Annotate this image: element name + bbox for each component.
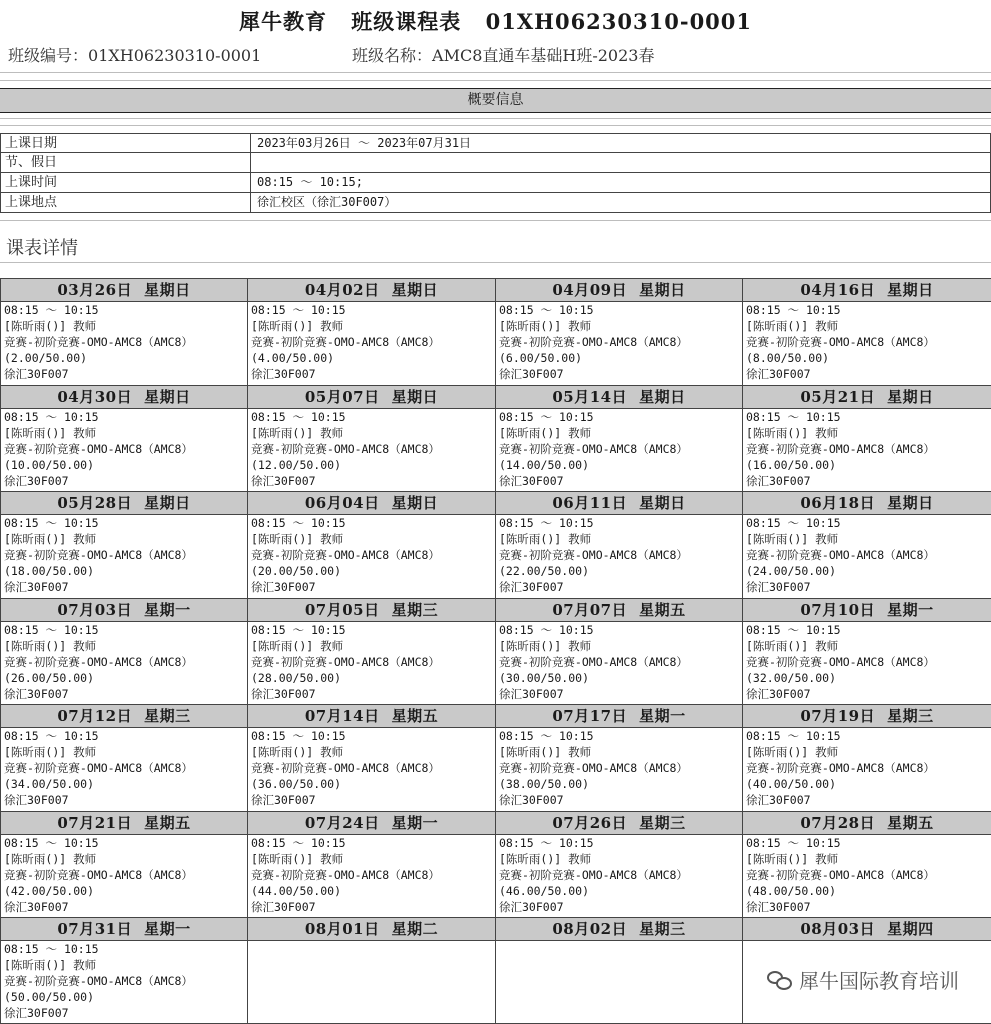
session-details [248, 835, 495, 915]
session-cell [742, 704, 991, 812]
session-progress: (22.00/50.00) [499, 564, 590, 578]
session-room: 徐汇30F007 [499, 367, 564, 381]
session-cell [495, 811, 743, 918]
class-name-value: AMC8直通车基础H班-2023春 [432, 46, 655, 65]
session-teacher: [陈昕雨()] 教师 [4, 532, 97, 546]
session-progress: (28.00/50.00) [251, 671, 342, 685]
session-course: 竞赛-初阶竞赛-OMO-AMC8（AMC8） [499, 655, 688, 669]
class-no-value: 01XH06230310-0001 [88, 46, 262, 65]
session-cell [742, 385, 991, 492]
session-progress: (10.00/50.00) [4, 458, 95, 472]
class-name [352, 44, 654, 68]
session-date: 08月02日 [552, 920, 628, 938]
session-room: 徐汇30F007 [251, 580, 316, 594]
session-details [496, 835, 742, 915]
session-weekday: 星期三 [639, 920, 686, 938]
session-teacher: [陈昕雨()] 教师 [251, 319, 344, 333]
session-room: 徐汇30F007 [251, 793, 316, 807]
session-cell [495, 278, 743, 386]
session-weekday: 星期三 [887, 707, 934, 725]
session-weekday: 星期日 [391, 281, 439, 299]
session-date: 07月31日 [57, 920, 133, 938]
session-date: 04月02日 [304, 281, 380, 299]
session-weekday: 星期日 [391, 388, 439, 406]
session-date: 07月03日 [57, 601, 133, 619]
session-date: 07月07日 [552, 601, 628, 619]
session-teacher: [陈昕雨()] 教师 [746, 745, 839, 759]
session-course: 竞赛-初阶竞赛-OMO-AMC8（AMC8） [4, 655, 193, 669]
session-cell [0, 491, 248, 599]
session-teacher: [陈昕雨()] 教师 [499, 745, 592, 759]
divider [0, 118, 991, 119]
session-cell [495, 385, 743, 492]
session-progress: (42.00/50.00) [4, 884, 95, 898]
session-teacher: [陈昕雨()] 教师 [4, 639, 97, 653]
session-time: 08:15 ～ 10:15 [746, 836, 841, 850]
session-course: 竞赛-初阶竞赛-OMO-AMC8（AMC8） [251, 442, 440, 456]
wechat-icon [767, 969, 793, 991]
session-time: 08:15 ～ 10:15 [746, 516, 841, 530]
session-room: 徐汇30F007 [499, 687, 564, 701]
session-details [743, 835, 991, 915]
session-date: 08月03日 [800, 920, 876, 938]
session-date-header [743, 599, 991, 622]
session-teacher: [陈昕雨()] 教师 [499, 639, 592, 653]
page-title [0, 0, 991, 44]
session-details [496, 409, 742, 489]
session-cell [495, 491, 743, 599]
session-weekday: 星期日 [639, 388, 686, 406]
overview-row-holidays [0, 153, 991, 173]
session-cell [247, 491, 496, 599]
session-date-header [1, 279, 247, 302]
session-progress: (32.00/50.00) [746, 671, 837, 685]
session-course: 竞赛-初阶竞赛-OMO-AMC8（AMC8） [4, 442, 193, 456]
session-course: 竞赛-初阶竞赛-OMO-AMC8（AMC8） [251, 868, 440, 882]
session-date-header [496, 812, 742, 835]
session-teacher: [陈昕雨()] 教师 [251, 745, 344, 759]
session-course: 竞赛-初阶竞赛-OMO-AMC8（AMC8） [4, 335, 193, 349]
session-teacher: [陈昕雨()] 教师 [499, 319, 592, 333]
session-time: 08:15 ～ 10:15 [746, 410, 841, 424]
session-room: 徐汇30F007 [4, 580, 69, 594]
session-time: 08:15 ～ 10:15 [499, 729, 594, 743]
session-course: 竞赛-初阶竞赛-OMO-AMC8（AMC8） [499, 761, 688, 775]
session-room: 徐汇30F007 [746, 474, 811, 488]
session-course: 竞赛-初阶竞赛-OMO-AMC8（AMC8） [251, 548, 440, 562]
session-weekday: 星期日 [639, 494, 686, 512]
session-progress: (2.00/50.00) [4, 351, 88, 365]
session-details [1, 835, 247, 915]
session-date: 06月18日 [800, 494, 876, 512]
session-progress: (38.00/50.00) [499, 777, 590, 791]
overview-row-location [0, 193, 991, 213]
session-teacher: [陈昕雨()] 教师 [746, 319, 839, 333]
session-cell [247, 385, 496, 492]
session-details [1, 728, 247, 808]
session-cell [742, 278, 991, 386]
session-weekday: 星期五 [887, 814, 934, 832]
session-course: 竞赛-初阶竞赛-OMO-AMC8（AMC8） [746, 548, 935, 562]
session-date: 05月07日 [304, 388, 380, 406]
session-time: 08:15 ～ 10:15 [4, 942, 99, 956]
session-date: 04月09日 [552, 281, 628, 299]
session-date: 07月17日 [552, 707, 628, 725]
session-details [1, 409, 247, 489]
session-teacher: [陈昕雨()] 教师 [746, 852, 839, 866]
session-room: 徐汇30F007 [4, 793, 69, 807]
session-teacher: [陈昕雨()] 教师 [4, 958, 97, 972]
session-details [496, 302, 742, 382]
overview-value: 徐汇校区（徐汇30F007） [250, 193, 990, 212]
session-time: 08:15 ～ 10:15 [4, 303, 99, 317]
session-teacher: [陈昕雨()] 教师 [251, 426, 344, 440]
session-time: 08:15 ～ 10:15 [499, 303, 594, 317]
session-room: 徐汇30F007 [4, 900, 69, 914]
session-teacher: [陈昕雨()] 教师 [251, 532, 344, 546]
class-name-label: 班级名称： [352, 46, 433, 65]
session-date: 06月11日 [552, 494, 628, 512]
session-date-header [743, 492, 991, 515]
session-course: 竞赛-初阶竞赛-OMO-AMC8（AMC8） [4, 868, 193, 882]
session-room: 徐汇30F007 [4, 687, 69, 701]
session-progress: (16.00/50.00) [746, 458, 837, 472]
session-progress: (12.00/50.00) [251, 458, 342, 472]
session-course: 竞赛-初阶竞赛-OMO-AMC8（AMC8） [746, 761, 935, 775]
session-time: 08:15 ～ 10:15 [499, 516, 594, 530]
overview-value: 08:15 ～ 10:15; [250, 173, 990, 192]
session-weekday: 星期日 [144, 494, 191, 512]
session-weekday: 星期日 [144, 281, 191, 299]
session-details [496, 728, 742, 808]
session-details [248, 515, 495, 595]
session-date-header [496, 386, 742, 409]
session-time: 08:15 ～ 10:15 [251, 303, 346, 317]
session-date-header [248, 599, 495, 622]
session-course: 竞赛-初阶竞赛-OMO-AMC8（AMC8） [746, 442, 935, 456]
session-room: 徐汇30F007 [499, 474, 564, 488]
session-progress: (40.00/50.00) [746, 777, 837, 791]
session-time: 08:15 ～ 10:15 [4, 410, 99, 424]
session-weekday: 星期一 [144, 920, 191, 938]
session-course: 竞赛-初阶竞赛-OMO-AMC8（AMC8） [499, 335, 688, 349]
title-class-code: 01XH06230310-0001 [485, 9, 753, 34]
session-weekday: 星期三 [144, 707, 191, 725]
session-time: 08:15 ～ 10:15 [251, 623, 346, 637]
session-teacher: [陈昕雨()] 教师 [4, 852, 97, 866]
session-date: 07月19日 [800, 707, 876, 725]
session-time: 08:15 ～ 10:15 [499, 836, 594, 850]
session-details [248, 622, 495, 702]
overview-row-time [0, 173, 991, 193]
session-teacher: [陈昕雨()] 教师 [499, 532, 592, 546]
session-teacher: [陈昕雨()] 教师 [251, 852, 344, 866]
session-room: 徐汇30F007 [746, 580, 811, 594]
divider [0, 80, 991, 81]
session-course: 竞赛-初阶竞赛-OMO-AMC8（AMC8） [4, 974, 193, 988]
session-cell [0, 278, 248, 386]
session-cell [742, 491, 991, 599]
session-course: 竞赛-初阶竞赛-OMO-AMC8（AMC8） [499, 868, 688, 882]
session-weekday: 星期五 [144, 814, 191, 832]
class-info [0, 44, 991, 68]
session-weekday: 星期日 [639, 281, 686, 299]
session-date-header [743, 705, 991, 728]
session-details [496, 515, 742, 595]
session-date-header [496, 705, 742, 728]
divider [0, 125, 991, 126]
session-cell [495, 704, 743, 812]
session-date: 04月30日 [57, 388, 133, 406]
session-time: 08:15 ～ 10:15 [499, 410, 594, 424]
session-progress: (34.00/50.00) [4, 777, 95, 791]
overview-header: 概要信息 [0, 88, 991, 113]
session-room: 徐汇30F007 [251, 900, 316, 914]
session-progress: (50.00/50.00) [4, 990, 95, 1004]
session-course: 竞赛-初阶竞赛-OMO-AMC8（AMC8） [746, 868, 935, 882]
session-time: 08:15 ～ 10:15 [4, 623, 99, 637]
session-weekday: 星期日 [144, 388, 191, 406]
session-progress: (8.00/50.00) [746, 351, 830, 365]
session-weekday: 星期五 [639, 601, 686, 619]
session-progress: (26.00/50.00) [4, 671, 95, 685]
divider [0, 72, 991, 73]
session-progress: (44.00/50.00) [251, 884, 342, 898]
org-name: 犀牛教育 [238, 9, 327, 34]
session-course: 竞赛-初阶竞赛-OMO-AMC8（AMC8） [746, 335, 935, 349]
session-date: 07月10日 [800, 601, 876, 619]
session-progress: (6.00/50.00) [499, 351, 583, 365]
session-date: 07月12日 [57, 707, 133, 725]
session-time: 08:15 ～ 10:15 [4, 516, 99, 530]
session-details [1, 622, 247, 702]
session-course: 竞赛-初阶竞赛-OMO-AMC8（AMC8） [251, 655, 440, 669]
session-weekday: 星期四 [887, 920, 934, 938]
session-time: 08:15 ～ 10:15 [746, 729, 841, 743]
session-course: 竞赛-初阶竞赛-OMO-AMC8（AMC8） [4, 761, 193, 775]
session-cell [0, 811, 248, 918]
session-cell [0, 704, 248, 812]
session-time: 08:15 ～ 10:15 [4, 836, 99, 850]
session-details [248, 728, 495, 808]
session-time: 08:15 ～ 10:15 [251, 836, 346, 850]
session-date-header [248, 918, 495, 941]
session-time: 08:15 ～ 10:15 [499, 623, 594, 637]
session-date: 07月05日 [304, 601, 380, 619]
session-date-header [1, 492, 247, 515]
session-progress: (4.00/50.00) [251, 351, 335, 365]
overview-table [0, 133, 991, 213]
session-time: 08:15 ～ 10:15 [4, 729, 99, 743]
session-room: 徐汇30F007 [4, 1006, 69, 1020]
session-teacher: [陈昕雨()] 教师 [746, 639, 839, 653]
overview-label: 上课地点 [5, 195, 58, 210]
session-details [743, 622, 991, 702]
session-date: 05月28日 [57, 494, 133, 512]
session-date-header [1, 812, 247, 835]
session-room: 徐汇30F007 [251, 687, 316, 701]
session-teacher: [陈昕雨()] 教师 [499, 852, 592, 866]
session-cell [0, 917, 248, 1024]
session-date-header [248, 386, 495, 409]
session-room: 徐汇30F007 [746, 793, 811, 807]
session-cell [742, 598, 991, 705]
session-weekday: 星期三 [391, 601, 439, 619]
session-course: 竞赛-初阶竞赛-OMO-AMC8（AMC8） [251, 761, 440, 775]
session-weekday: 星期日 [887, 494, 934, 512]
watermark-text: 犀牛国际教育培训 [799, 969, 959, 993]
session-date-header [1, 599, 247, 622]
session-date-header [1, 705, 247, 728]
session-date: 05月21日 [800, 388, 876, 406]
session-time: 08:15 ～ 10:15 [251, 410, 346, 424]
session-room: 徐汇30F007 [251, 474, 316, 488]
session-details [743, 302, 991, 382]
divider [0, 220, 991, 221]
overview-value: 2023年03月26日 ～ 2023年07月31日 [250, 134, 990, 152]
session-course: 竞赛-初阶竞赛-OMO-AMC8（AMC8） [746, 655, 935, 669]
schedule-title: 课表详情 [6, 238, 78, 259]
session-date: 06月04日 [304, 494, 380, 512]
session-date-header [496, 279, 742, 302]
session-teacher: [陈昕雨()] 教师 [4, 745, 97, 759]
session-teacher: [陈昕雨()] 教师 [251, 639, 344, 653]
session-progress: (14.00/50.00) [499, 458, 590, 472]
session-weekday: 星期日 [887, 281, 934, 299]
session-course: 竞赛-初阶竞赛-OMO-AMC8（AMC8） [4, 548, 193, 562]
session-teacher: [陈昕雨()] 教师 [4, 319, 97, 333]
session-progress: (48.00/50.00) [746, 884, 837, 898]
session-progress: (18.00/50.00) [4, 564, 95, 578]
session-date-header [248, 492, 495, 515]
session-progress: (30.00/50.00) [499, 671, 590, 685]
session-time: 08:15 ～ 10:15 [251, 516, 346, 530]
overview-label: 节、假日 [5, 155, 58, 170]
session-weekday: 星期三 [639, 814, 686, 832]
session-teacher: [陈昕雨()] 教师 [746, 532, 839, 546]
session-date-header [743, 812, 991, 835]
session-cell [742, 811, 991, 918]
session-cell [247, 278, 496, 386]
session-date-header [248, 812, 495, 835]
session-weekday: 星期一 [639, 707, 686, 725]
session-date-header [496, 599, 742, 622]
session-room: 徐汇30F007 [4, 367, 69, 381]
watermark [767, 965, 959, 994]
schedule-grid [0, 278, 991, 1023]
overview-value [250, 153, 990, 172]
session-weekday: 星期五 [391, 707, 439, 725]
doc-title: 班级课程表 [351, 9, 462, 34]
session-room: 徐汇30F007 [746, 687, 811, 701]
session-progress: (46.00/50.00) [499, 884, 590, 898]
session-teacher: [陈昕雨()] 教师 [4, 426, 97, 440]
session-date: 05月14日 [552, 388, 628, 406]
session-progress: (24.00/50.00) [746, 564, 837, 578]
session-course: 竞赛-初阶竞赛-OMO-AMC8（AMC8） [499, 442, 688, 456]
session-weekday: 星期二 [391, 920, 439, 938]
session-date-header [743, 918, 991, 941]
session-weekday: 星期一 [391, 814, 439, 832]
session-cell [0, 598, 248, 705]
session-time: 08:15 ～ 10:15 [746, 623, 841, 637]
session-date: 07月28日 [800, 814, 876, 832]
session-room: 徐汇30F007 [746, 900, 811, 914]
class-no-label: 班级编号： [8, 46, 89, 65]
session-date-header [1, 918, 247, 941]
session-details [248, 302, 495, 382]
session-weekday: 星期一 [887, 601, 934, 619]
session-date: 08月01日 [304, 920, 380, 938]
session-details [496, 622, 742, 702]
session-date: 04月16日 [800, 281, 876, 299]
session-weekday: 星期一 [144, 601, 191, 619]
session-progress: (20.00/50.00) [251, 564, 342, 578]
session-time: 08:15 ～ 10:15 [251, 729, 346, 743]
overview-row-date [0, 133, 991, 153]
session-cell [247, 704, 496, 812]
session-details [1, 302, 247, 382]
session-date: 03月26日 [57, 281, 133, 299]
session-room: 徐汇30F007 [746, 367, 811, 381]
overview-label: 上课时间 [5, 175, 58, 190]
session-room: 徐汇30F007 [4, 474, 69, 488]
session-date: 07月26日 [552, 814, 628, 832]
class-no [8, 44, 261, 68]
session-progress: (36.00/50.00) [251, 777, 342, 791]
session-details [743, 728, 991, 808]
session-teacher: [陈昕雨()] 教师 [746, 426, 839, 440]
session-room: 徐汇30F007 [499, 793, 564, 807]
session-details [743, 409, 991, 489]
session-date-header [248, 705, 495, 728]
session-room: 徐汇30F007 [499, 580, 564, 594]
session-course: 竞赛-初阶竞赛-OMO-AMC8（AMC8） [251, 335, 440, 349]
session-cell [495, 598, 743, 705]
session-date: 07月14日 [304, 707, 380, 725]
session-weekday: 星期日 [887, 388, 934, 406]
session-details [1, 941, 247, 1021]
session-date-header [1, 386, 247, 409]
session-course: 竞赛-初阶竞赛-OMO-AMC8（AMC8） [499, 548, 688, 562]
session-details [1, 515, 247, 595]
session-teacher: [陈昕雨()] 教师 [499, 426, 592, 440]
session-cell [0, 385, 248, 492]
session-date-header [248, 279, 495, 302]
session-date-header [496, 492, 742, 515]
session-date-header [496, 918, 742, 941]
session-date: 07月21日 [57, 814, 133, 832]
session-cell [495, 917, 743, 1024]
session-time: 08:15 ～ 10:15 [746, 303, 841, 317]
divider [0, 262, 991, 263]
session-room: 徐汇30F007 [499, 900, 564, 914]
session-weekday: 星期日 [391, 494, 439, 512]
session-date: 07月24日 [304, 814, 380, 832]
overview-label: 上课日期 [5, 136, 58, 151]
session-details [248, 409, 495, 489]
session-date-header [743, 279, 991, 302]
session-cell [247, 598, 496, 705]
session-details [743, 515, 991, 595]
session-room: 徐汇30F007 [251, 367, 316, 381]
session-cell [247, 917, 496, 1024]
session-cell [247, 811, 496, 918]
session-date-header [743, 386, 991, 409]
